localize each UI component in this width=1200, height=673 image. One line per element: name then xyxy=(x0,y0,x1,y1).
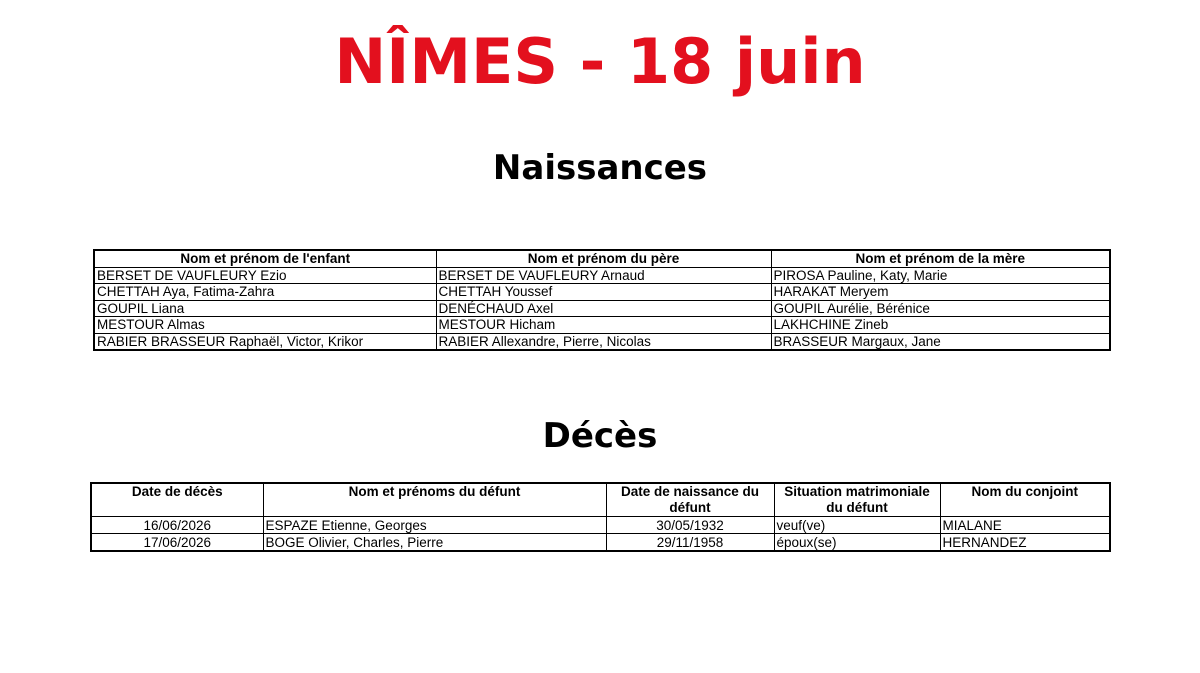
column-header-death-date: Date de décès xyxy=(91,483,263,517)
deceased-name-cell: BOGE Olivier, Charles, Pierre xyxy=(263,534,606,552)
column-header-marital-status: Situation matrimoniale du défunt xyxy=(774,483,940,517)
mother-name-cell: LAKHCHINE Zineb xyxy=(771,317,1110,334)
father-name-cell: RABIER Allexandre, Pierre, Nicolas xyxy=(436,333,771,350)
table-row xyxy=(94,300,1110,317)
mother-name-cell: PIROSA Pauline, Katy, Marie xyxy=(771,267,1110,284)
mother-name-cell: BRASSEUR Margaux, Jane xyxy=(771,333,1110,350)
table-row xyxy=(91,517,1110,534)
child-name-cell: BERSET DE VAUFLEURY Ezio xyxy=(94,267,436,284)
death-date-cell: 16/06/2026 xyxy=(91,517,263,534)
father-name-cell: CHETTAH Youssef xyxy=(436,284,771,301)
father-name-cell: BERSET DE VAUFLEURY Arnaud xyxy=(436,267,771,284)
table-header-row xyxy=(91,483,1110,517)
births-heading: Naissances xyxy=(492,148,708,188)
table-row xyxy=(94,317,1110,334)
page-title: NÎMES - 18 juin xyxy=(334,25,866,98)
column-header-deceased-name: Nom et prénoms du défunt xyxy=(263,483,606,517)
spouse-name-cell: HERNANDEZ xyxy=(940,534,1110,552)
column-header-spouse-name: Nom du conjoint xyxy=(940,483,1110,517)
child-name-cell: GOUPIL Liana xyxy=(94,300,436,317)
birth-date-cell: 29/11/1958 xyxy=(606,534,774,552)
column-header-father-name: Nom et prénom du père xyxy=(436,250,771,267)
table-row xyxy=(94,333,1110,350)
column-header-birth-date: Date de naissance du défunt xyxy=(606,483,774,517)
child-name-cell: RABIER BRASSEUR Raphaël, Victor, Krikor xyxy=(94,333,436,350)
table-row xyxy=(94,284,1110,301)
mother-name-cell: HARAKAT Meryem xyxy=(771,284,1110,301)
child-name-cell: CHETTAH Aya, Fatima-Zahra xyxy=(94,284,436,301)
marital-status-cell: époux(se) xyxy=(774,534,940,552)
births-table xyxy=(93,249,1111,351)
table-row xyxy=(94,267,1110,284)
death-date-cell: 17/06/2026 xyxy=(91,534,263,552)
deceased-name-cell: ESPAZE Etienne, Georges xyxy=(263,517,606,534)
marital-status-cell: veuf(ve) xyxy=(774,517,940,534)
birth-date-cell: 30/05/1932 xyxy=(606,517,774,534)
table-header-row xyxy=(94,250,1110,267)
column-header-mother-name: Nom et prénom de la mère xyxy=(771,250,1110,267)
father-name-cell: MESTOUR Hicham xyxy=(436,317,771,334)
spouse-name-cell: MIALANE xyxy=(940,517,1110,534)
deaths-table xyxy=(90,482,1111,552)
father-name-cell: DENÉCHAUD Axel xyxy=(436,300,771,317)
column-header-child-name: Nom et prénom de l'enfant xyxy=(94,250,436,267)
mother-name-cell: GOUPIL Aurélie, Bérénice xyxy=(771,300,1110,317)
table-row xyxy=(91,534,1110,552)
child-name-cell: MESTOUR Almas xyxy=(94,317,436,334)
deaths-heading: Décès xyxy=(542,416,658,456)
